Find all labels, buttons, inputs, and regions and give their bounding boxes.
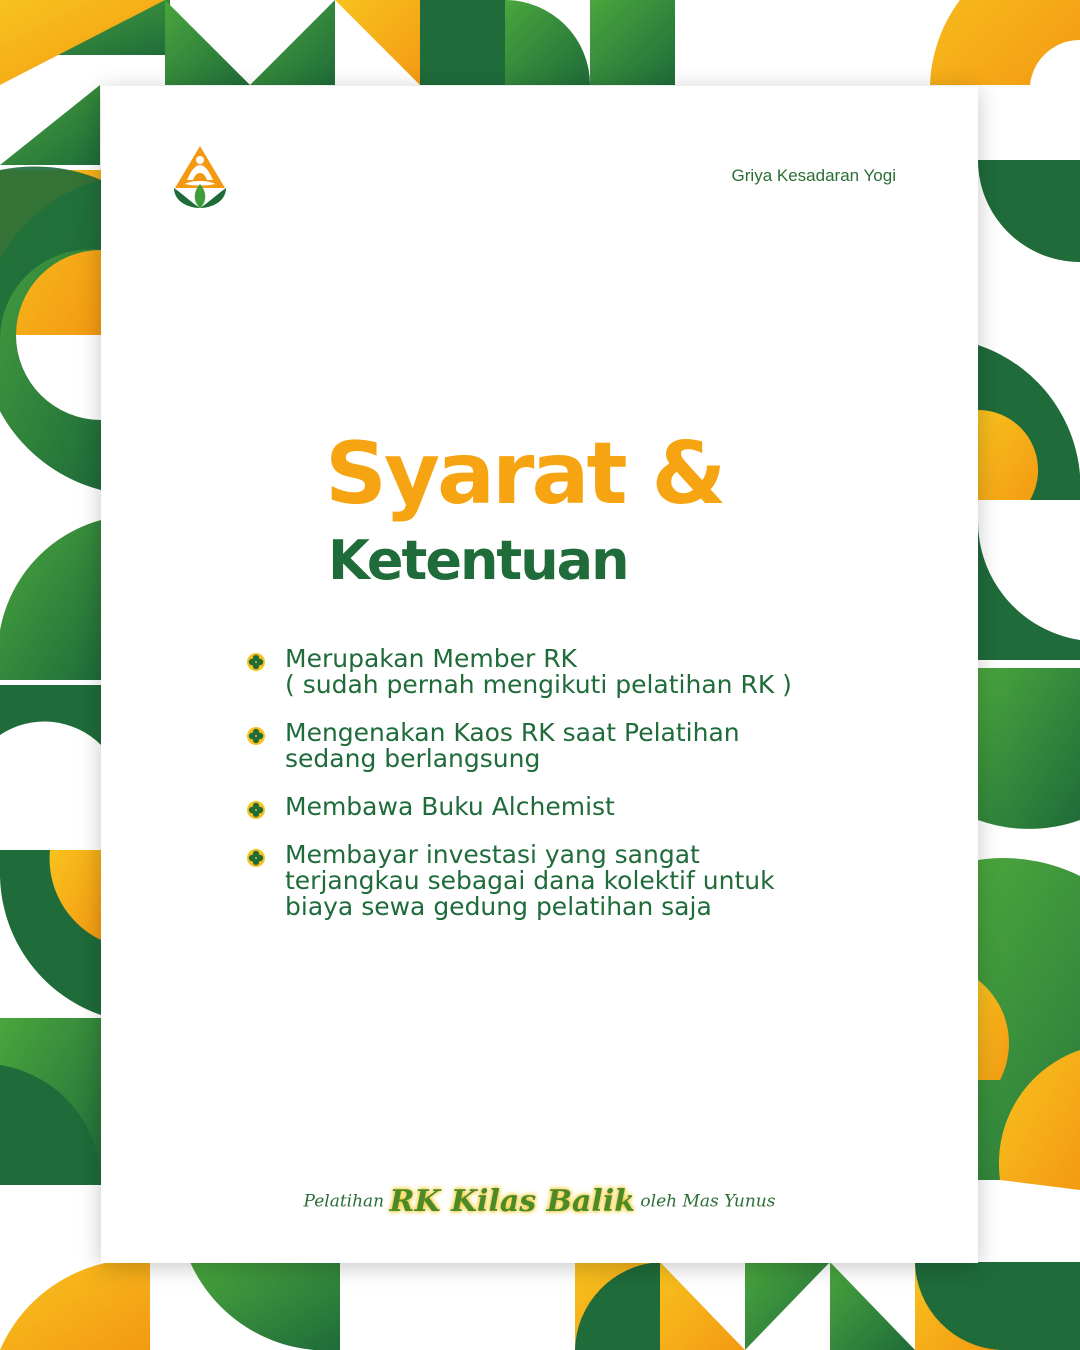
footer-signature: [101, 1184, 978, 1219]
list-item-text: Mengenakan Kaos RK saat Pelatihan sedang berlangsung: [285, 718, 740, 773]
footer-prefix: Pelatihan: [303, 1191, 385, 1212]
list-item-text: Merupakan Member RK ( sudah pernah mengikuti pelatihan RK ): [285, 644, 792, 699]
list-item: [245, 842, 865, 920]
list-item: [245, 794, 865, 820]
clover-bullet-icon: [245, 651, 267, 673]
title-line-1: Syarat &: [325, 424, 724, 524]
meditation-lotus-logo-icon: [171, 144, 229, 210]
list-item: [245, 720, 865, 772]
clover-bullet-icon: [245, 847, 267, 869]
footer-suffix: oleh Mas Yunus: [640, 1191, 776, 1212]
title-line-2: Ketentuan: [328, 529, 628, 592]
list-item-text: Membawa Buku Alchemist: [285, 792, 615, 821]
requirements-list: [245, 646, 865, 942]
list-item: [245, 646, 865, 698]
footer-highlight: RK Kilas Balik: [389, 1184, 635, 1219]
brand-name: Griya Kesadaran Yogi: [731, 166, 896, 185]
clover-bullet-icon: [245, 799, 267, 821]
list-item-text: Membayar investasi yang sangat terjangkau sebagai dana kolektif untuk biaya sewa gedung pelatihan saja: [285, 840, 775, 921]
clover-bullet-icon: [245, 725, 267, 747]
content-card: [101, 86, 978, 1263]
